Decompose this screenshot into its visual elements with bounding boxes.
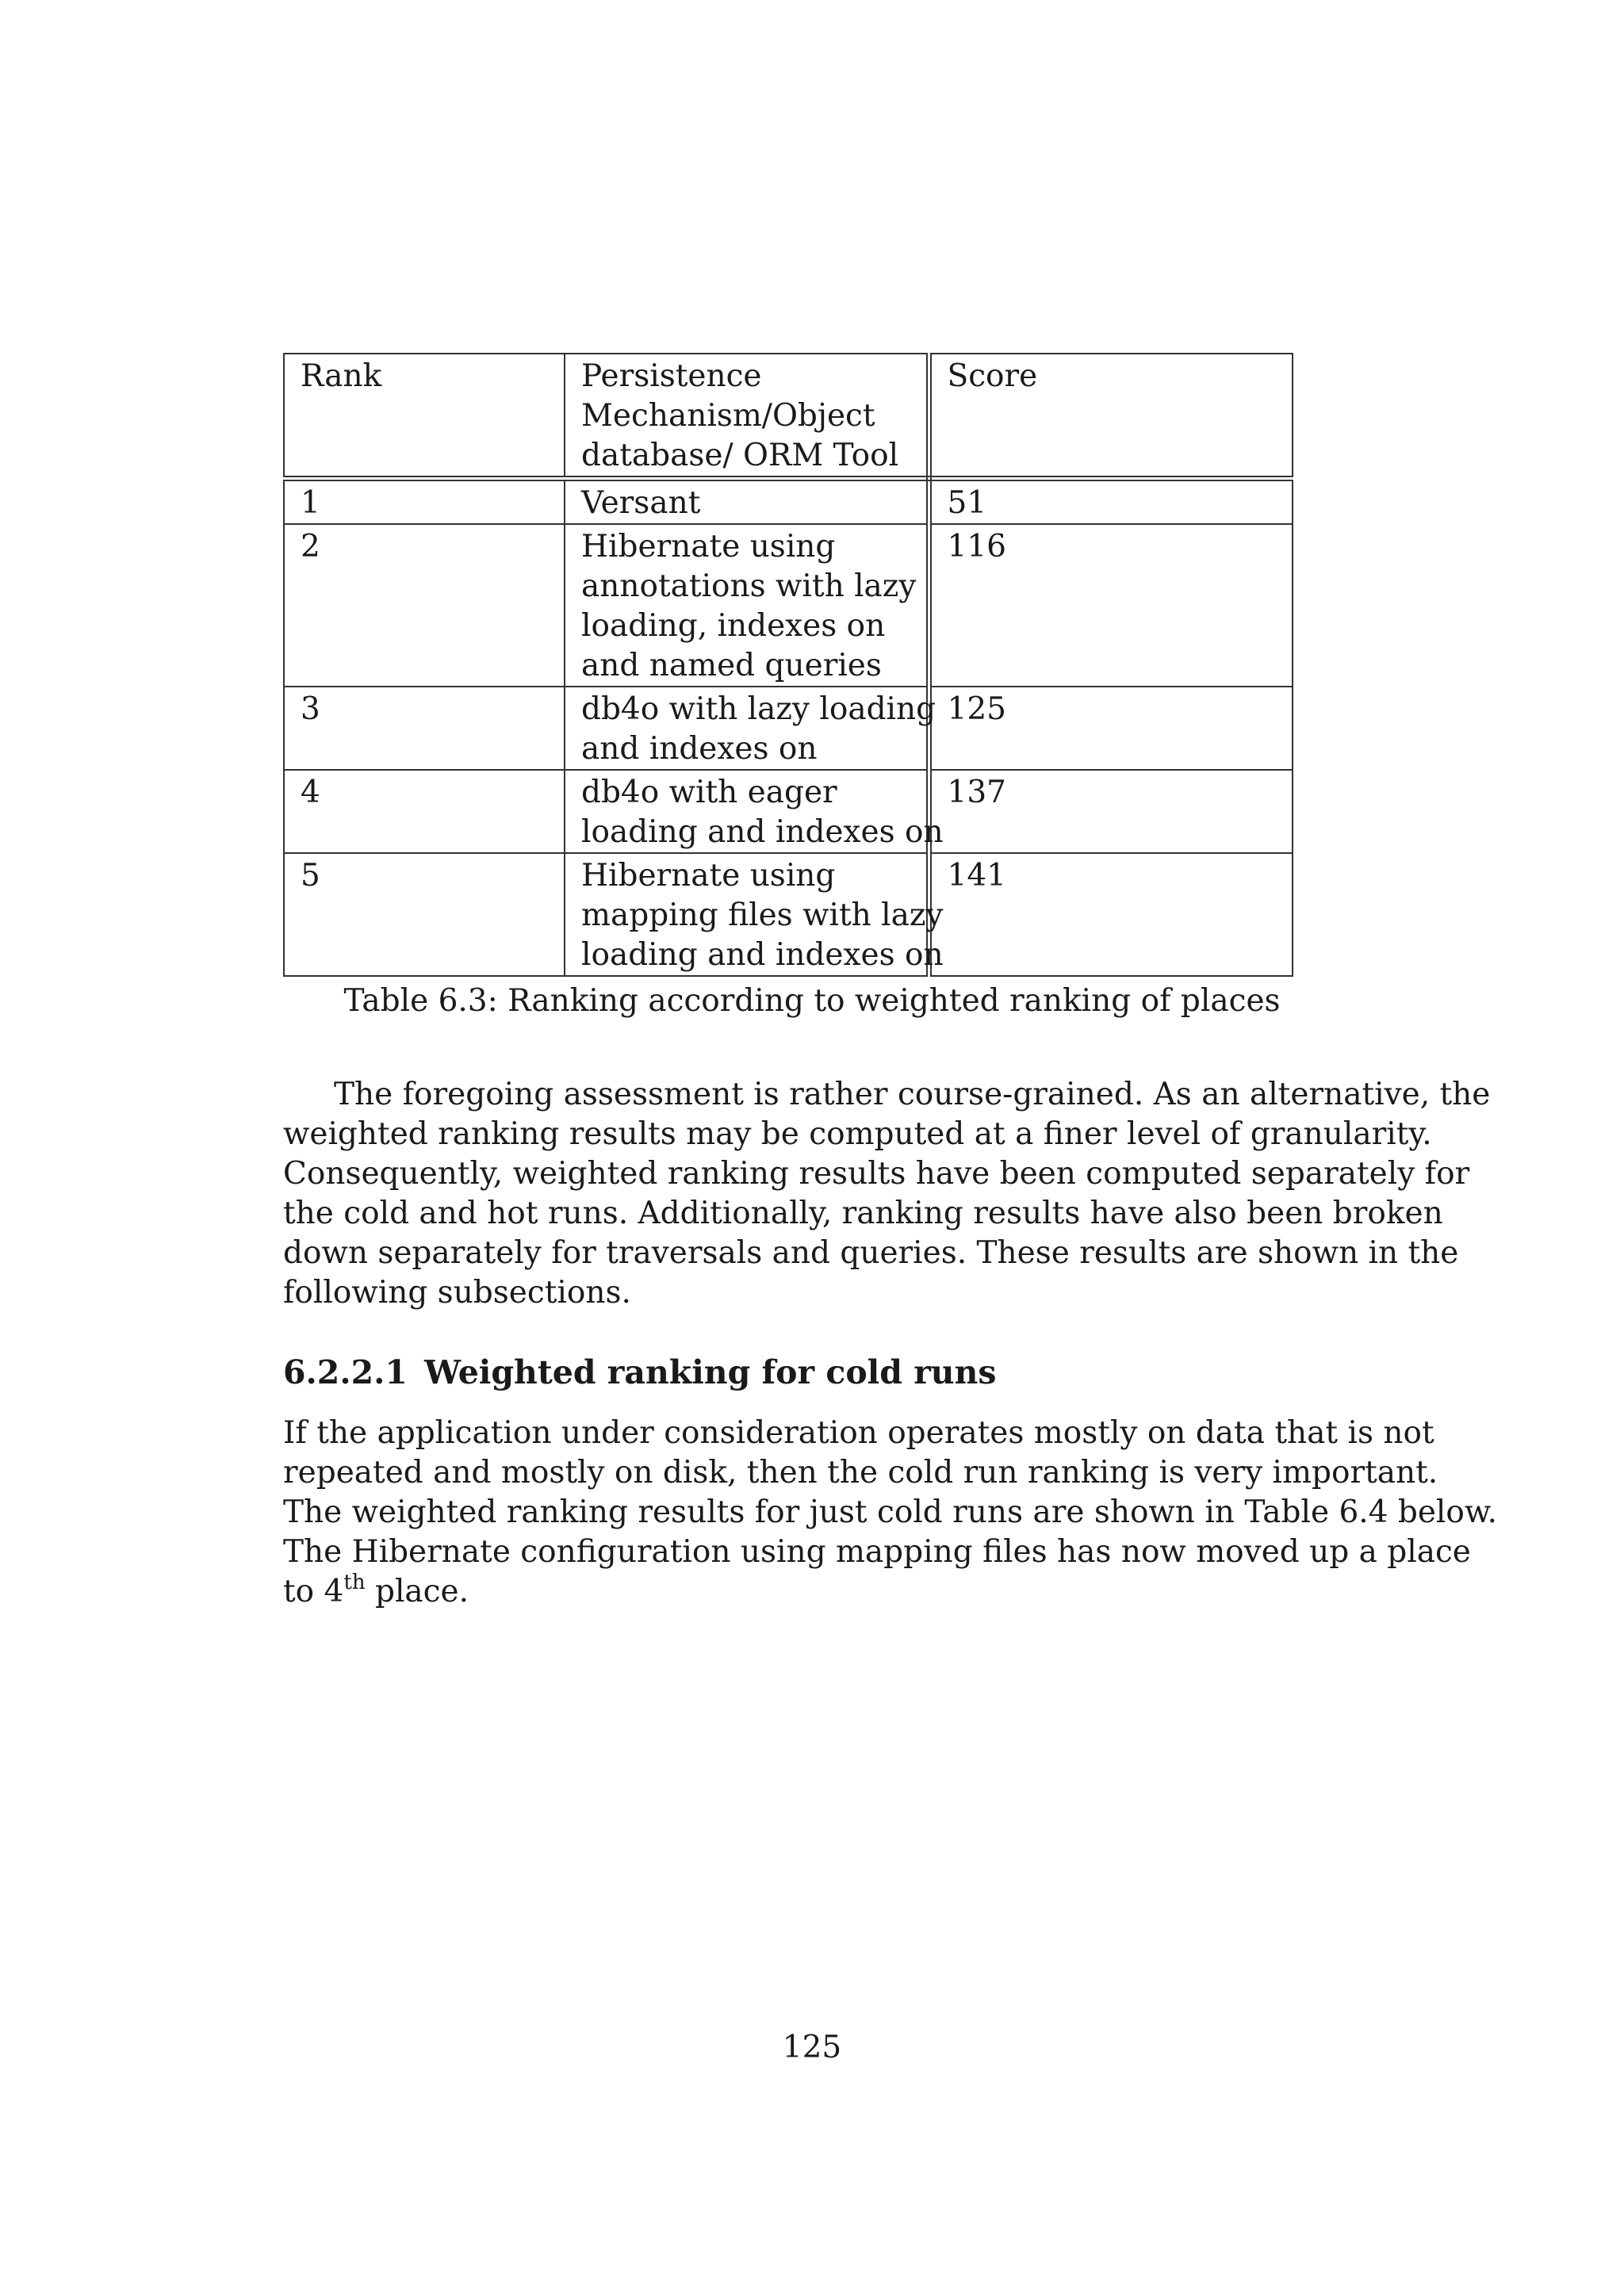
mechanism-line: and indexes on	[581, 731, 818, 767]
mechanism-line: and named queries	[581, 648, 882, 683]
paragraph-line: Consequently, weighted ranking results have been computed separately for	[283, 1156, 1470, 1192]
paragraph-line-last	[283, 1572, 1350, 1612]
paragraph-line: repeated and mostly on disk, then the cold run ranking is very important.	[283, 1455, 1438, 1490]
mechanism-cell	[565, 770, 944, 853]
table-row	[284, 687, 1293, 770]
score-value: 137	[947, 775, 1006, 810]
rank-value: 2	[301, 529, 320, 564]
last-line-text: place.	[365, 1574, 469, 1609]
mechanism-line: mapping files with lazy	[581, 897, 944, 933]
score-value: 125	[947, 691, 1006, 727]
section-heading	[283, 1353, 997, 1392]
header-score	[929, 354, 1293, 479]
paragraph-line: following subsections.	[283, 1275, 631, 1311]
score-value: 141	[947, 858, 1006, 894]
header-score-text: Score	[947, 358, 1038, 394]
score-value: 51	[947, 485, 987, 521]
paragraph-line: The Hibernate configuration using mapping files has now moved up a place	[283, 1534, 1471, 1570]
rank-cell	[284, 479, 565, 525]
mechanism-cell	[565, 687, 936, 770]
mechanism-cell	[565, 524, 929, 687]
mechanism-line: annotations with lazy	[581, 568, 917, 604]
paragraph-1	[283, 1075, 1491, 1313]
paragraph-line: The foregoing assessment is rather course-grained. As an alternative, the	[334, 1077, 1491, 1112]
header-rank	[284, 354, 565, 479]
ranking-table-body	[284, 354, 1293, 976]
paragraph-2	[283, 1414, 1498, 1612]
score-cell	[929, 853, 1293, 976]
mechanism-cell	[565, 853, 944, 976]
rank-value: 4	[301, 775, 320, 810]
header-mechanism	[565, 354, 929, 479]
table-row	[284, 524, 1293, 687]
rank-cell	[284, 687, 565, 770]
mechanism-cell	[565, 479, 929, 525]
header-mechanism-line: Persistence	[581, 358, 762, 394]
mechanism-line: loading and indexes on	[581, 937, 944, 973]
header-rank-text: Rank	[301, 358, 382, 394]
score-cell	[929, 479, 1293, 525]
rank-value: 5	[301, 858, 320, 894]
table-row	[284, 770, 1293, 853]
score-value: 116	[947, 529, 1006, 564]
section-title: Weighted ranking for cold runs	[424, 1353, 997, 1391]
rank-cell	[284, 853, 565, 976]
table-row	[284, 853, 1293, 976]
last-line-text: to 4	[283, 1574, 344, 1609]
paragraph-line: down separately for traversals and queries. These results are shown in the	[283, 1235, 1459, 1271]
score-cell	[929, 524, 1293, 687]
ranking-table	[283, 353, 1293, 977]
paragraph-line: If the application under consideration operates mostly on data that is not	[283, 1415, 1434, 1451]
section-number: 6.2.2.1	[283, 1353, 408, 1391]
mechanism-line: Hibernate using	[581, 858, 836, 894]
mechanism-line: db4o with eager	[581, 775, 837, 810]
rank-value: 3	[301, 691, 320, 727]
header-mechanism-line: database/ ORM Tool	[581, 438, 899, 473]
mechanism-line: loading, indexes on	[581, 608, 886, 644]
mechanism-line: loading and indexes on	[581, 814, 944, 850]
rank-value: 1	[301, 485, 320, 521]
rank-cell	[284, 524, 565, 687]
table-row	[284, 479, 1293, 525]
ordinal-superscript: th	[343, 1571, 366, 1594]
table-header-row	[284, 354, 1293, 479]
mechanism-line: db4o with lazy loading	[581, 691, 936, 727]
page-number: 125	[782, 2030, 842, 2065]
paragraph-line: The weighted ranking results for just cold runs are shown in Table 6.4 below.	[283, 1494, 1498, 1530]
mechanism-line: Versant	[581, 485, 701, 521]
header-mechanism-line: Mechanism/Object	[581, 398, 875, 434]
paragraph-line: the cold and hot runs. Additionally, ranking results have also been broken	[283, 1196, 1443, 1231]
mechanism-line: Hibernate using	[581, 529, 836, 564]
score-cell	[929, 770, 1293, 853]
rank-cell	[284, 770, 565, 853]
paragraph-line: weighted ranking results may be computed at a finer level of granularity.	[283, 1116, 1432, 1152]
table-caption: Table 6.3: Ranking according to weighted ranking of places	[343, 983, 1281, 1019]
score-cell	[929, 687, 1293, 770]
